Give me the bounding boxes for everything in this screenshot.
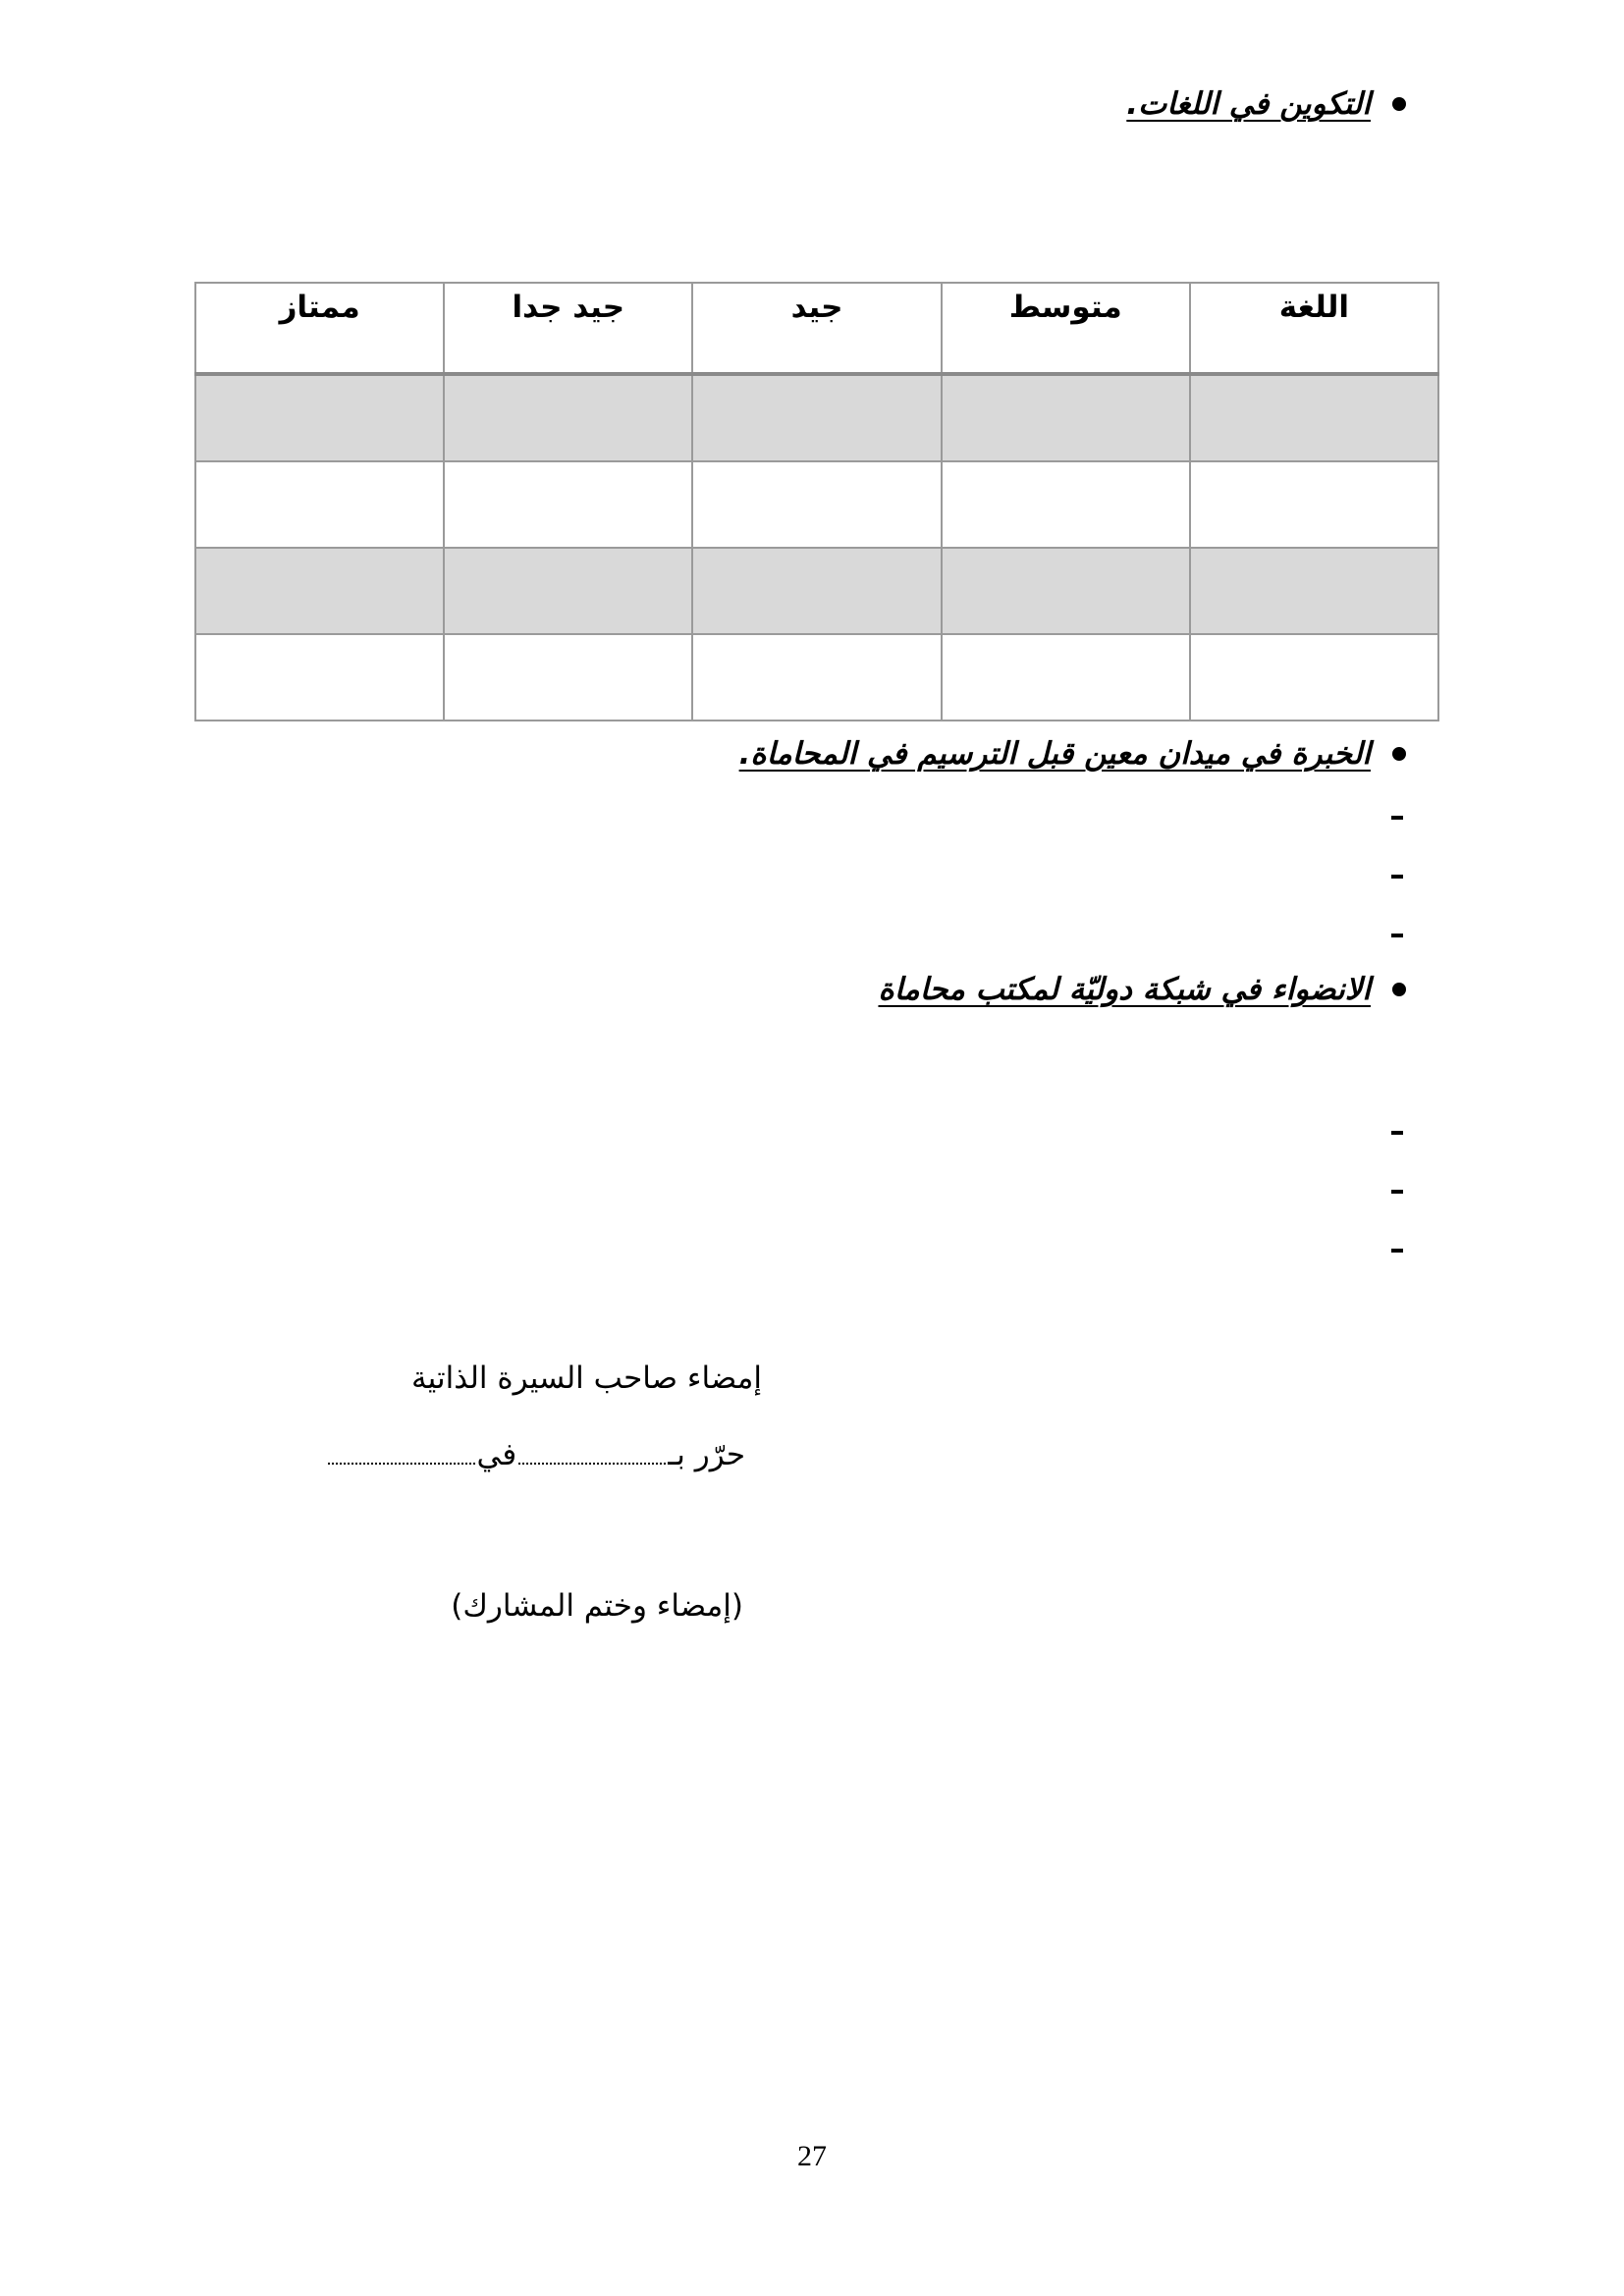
languages-table bbox=[194, 282, 1439, 721]
header-language: اللغة bbox=[1190, 283, 1438, 374]
on-label: في bbox=[476, 1437, 517, 1472]
dash-item bbox=[1391, 816, 1403, 820]
table-cell[interactable] bbox=[195, 548, 444, 634]
table-cell[interactable] bbox=[942, 548, 1190, 634]
languages-heading bbox=[1126, 84, 1406, 124]
written-at-line bbox=[326, 1435, 745, 1474]
table-header-row bbox=[195, 283, 1438, 374]
table-cell[interactable] bbox=[1190, 374, 1438, 461]
table-cell[interactable] bbox=[692, 461, 941, 548]
table-cell[interactable] bbox=[692, 548, 941, 634]
table-row bbox=[195, 461, 1438, 548]
network-heading bbox=[878, 970, 1406, 1009]
page-number: 27 bbox=[797, 2140, 827, 2172]
dash-item bbox=[1391, 934, 1403, 937]
table-cell[interactable] bbox=[444, 548, 692, 634]
place-blank[interactable] bbox=[518, 1463, 666, 1465]
header-excellent: ممتاز bbox=[195, 283, 444, 374]
table-cell[interactable] bbox=[444, 461, 692, 548]
table-row bbox=[195, 634, 1438, 721]
date-blank[interactable] bbox=[328, 1463, 475, 1465]
bullet-icon bbox=[1392, 97, 1406, 111]
table-cell[interactable] bbox=[195, 374, 444, 461]
bullet-icon bbox=[1392, 983, 1406, 996]
written-at-label: حرّر بـ bbox=[668, 1437, 745, 1472]
table-cell[interactable] bbox=[692, 374, 941, 461]
table-cell[interactable] bbox=[942, 461, 1190, 548]
table-row bbox=[195, 548, 1438, 634]
table-cell[interactable] bbox=[444, 634, 692, 721]
table-cell[interactable] bbox=[1190, 461, 1438, 548]
table-cell[interactable] bbox=[942, 634, 1190, 721]
bullet-icon bbox=[1392, 747, 1406, 761]
table-cell[interactable] bbox=[444, 374, 692, 461]
dash-item bbox=[1391, 1190, 1403, 1194]
dash-item bbox=[1391, 875, 1403, 879]
table-cell[interactable] bbox=[195, 634, 444, 721]
dash-item bbox=[1391, 1249, 1403, 1253]
header-very-good: جيد جدا bbox=[444, 283, 692, 374]
header-good: جيد bbox=[692, 283, 941, 374]
network-heading-text: الانضواء في شبكة دوليّة لمكتب محاماة bbox=[878, 972, 1371, 1007]
participant-signature-label: (إمضاء وختم المشارك) bbox=[451, 1588, 743, 1624]
experience-heading bbox=[739, 734, 1406, 774]
table-cell[interactable] bbox=[1190, 548, 1438, 634]
table-row bbox=[195, 374, 1438, 461]
cv-owner-signature-label: إمضاء صاحب السيرة الذاتية bbox=[410, 1361, 762, 1396]
experience-heading-text: الخبرة في ميدان معين قبل الترسيم في المحاماة. bbox=[738, 736, 1371, 772]
table-cell[interactable] bbox=[1190, 634, 1438, 721]
languages-heading-text: التكوين في اللغات. bbox=[1126, 86, 1371, 122]
dash-item bbox=[1391, 1131, 1403, 1135]
table-cell[interactable] bbox=[195, 461, 444, 548]
table-cell[interactable] bbox=[942, 374, 1190, 461]
header-average: متوسط bbox=[942, 283, 1190, 374]
table-cell[interactable] bbox=[692, 634, 941, 721]
